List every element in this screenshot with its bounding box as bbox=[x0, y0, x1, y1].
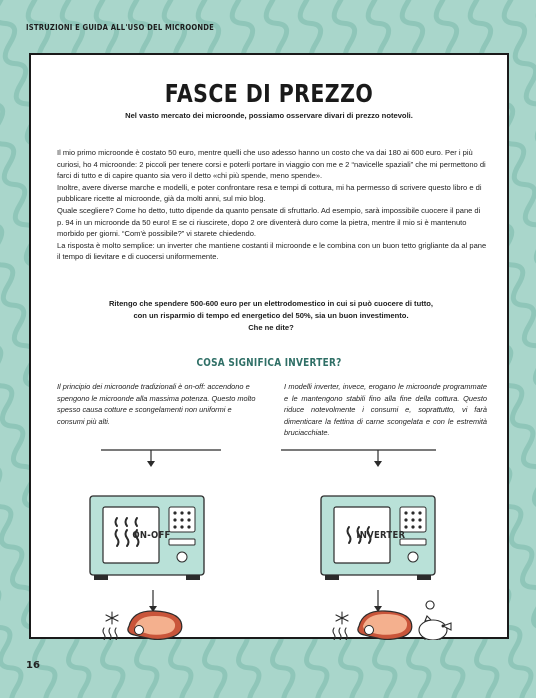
page-subtitle: Nel vasto mercato dei microonde, possiamo osservare divari di prezzo notevoli. bbox=[125, 111, 413, 120]
on-off-description: Il principio dei microonde tradizionali è on-off: accendono e spengono le microonde alla massima potenza. Questo molto spesso causa cotture e scongelamenti non uniformi e consumi più alti. bbox=[57, 382, 256, 426]
body-text bbox=[57, 147, 487, 263]
highlight-line: Che ne dite? bbox=[248, 322, 294, 332]
page-number: 16 bbox=[26, 660, 40, 671]
page-title: FASCE DI PREZZO bbox=[164, 79, 374, 108]
snowflake-heat-icon bbox=[333, 612, 348, 640]
inverter-label: INVERTER bbox=[356, 530, 406, 541]
inverter-description: I modelli inverter, invece, erogano le microonde programmate e le mantengono stabili fino alla fine della cottura. Questo riduce notevolmente i consumi e, soprattutto, vi farà dimenticare la fettina di carne scongelata e con le estremità bruciacchiate. bbox=[284, 382, 487, 437]
running-head: ISTRUZIONI E GUIDA ALL'USO DEL MICROONDE bbox=[26, 23, 215, 32]
piggy-bank-icon bbox=[419, 601, 451, 640]
body-paragraph: Inoltre, avere diverse marche e modelli, e poter confrontare resa e tempi di cottura, mi ha permesso di scrivere questo libro e di pubblicare ricette al microonde, già da molti anni, sul mio blog. bbox=[57, 182, 482, 204]
section-title: COSA SIGNIFICA INVERTER? bbox=[196, 357, 342, 369]
on-off-label: ON-OFF bbox=[132, 530, 171, 541]
steak-icon bbox=[128, 611, 182, 640]
highlight-statement bbox=[51, 298, 491, 333]
body-paragraph: La risposta è molto semplice: un inverter che mantiene costanti il microonde e le combina con un buon tetto grigliante da al pane il tempo di lievitare e di cuocersi uniformemente. bbox=[57, 240, 487, 262]
snowflake-heat-icon bbox=[103, 612, 118, 640]
steak-icon bbox=[358, 611, 412, 640]
diagram-drawing bbox=[31, 440, 507, 640]
comparison-diagram bbox=[31, 440, 507, 640]
highlight-line: Ritengo che spendere 500-600 euro per un elettrodomestico in cui si può cuocere di tutto, bbox=[108, 299, 434, 308]
highlight-line: con un risparmio di tempo ed energetico del 50%, sia un buon investimento. bbox=[133, 310, 409, 320]
body-paragraph: Quale scegliere? Come ho detto, tutto dipende da quanto pensate di sfruttarlo. Ad esempio, sarà impossibile cuocere il pane di p. 94 in un microonde da 50 euro! E se ci riuscirete, dopo 2 ore diventerà duro come la pietra, mentre il mio si è mantenuto morbido per giorni. “Com'è possibile?” vi starete chiedendo. bbox=[57, 205, 481, 239]
arrow-down-icon bbox=[147, 461, 155, 467]
arrow-down-icon bbox=[374, 461, 382, 467]
body-paragraph: Il mio primo microonde è costato 50 euro, mentre quelli che uso adesso hanno un costo che va dai 180 ai 600 euro. Per i più curiosi, ho 4 microonde: 2 piccoli per tenere corsi e poterli portare in viaggio con me e 2 “navicelle spaziali” che mi permettono di farci di tutto e di capire quanto sia vero il detto «chi più spende, meno spende». bbox=[57, 148, 486, 181]
content-panel bbox=[29, 53, 509, 639]
